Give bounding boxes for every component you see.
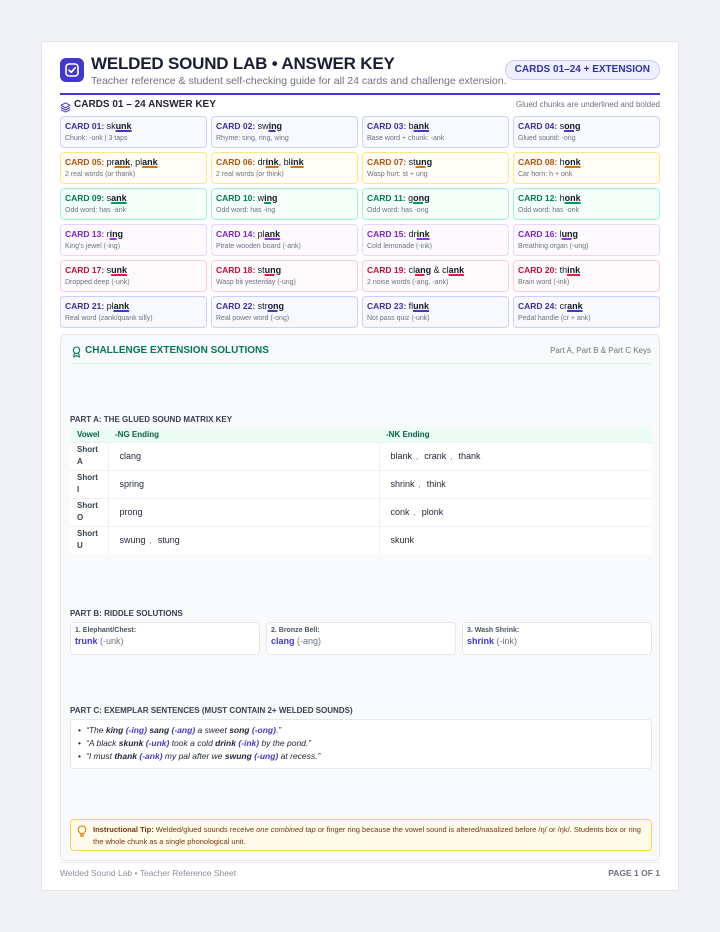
answer-card: [211, 152, 358, 184]
word-part: cl: [408, 265, 416, 275]
card-answer: [107, 193, 127, 203]
cards-grid: [60, 116, 660, 328]
card-answer: [107, 157, 158, 167]
matrix-ng-cell: [108, 526, 379, 554]
word-part: dr: [408, 229, 417, 239]
riddle-answer: [271, 636, 451, 646]
matrix-word: thank: [458, 451, 481, 461]
card-hint: Odd word: has -onk: [518, 207, 580, 214]
card-hint: 2 real words (or think): [216, 171, 284, 178]
card-label: CARD 03:: [367, 121, 409, 131]
exemplar-sentences: [70, 719, 652, 769]
card-heading: [216, 157, 353, 168]
answer-card: [513, 152, 660, 184]
answer-card: [513, 188, 660, 220]
matrix-ng-cell: [108, 442, 379, 470]
matrix-word: crank: [424, 451, 447, 461]
page-title: WELDED SOUND LAB • ANSWER KEY: [91, 54, 395, 73]
welded-word: drink: [215, 738, 236, 748]
tip-text-start: Welded/glued sounds receive: [153, 825, 257, 834]
card-heading: [367, 121, 504, 132]
word-part: sk: [106, 121, 116, 131]
lightbulb-icon: [77, 825, 87, 841]
card-answer: [258, 265, 282, 275]
card-label: CARD 01:: [65, 121, 107, 131]
word-part: fl: [408, 301, 414, 311]
card-heading: [216, 229, 353, 240]
tip-text-end: or finger ring because the vowel sound is altered/nasalized before /ŋ/ or /ŋk/. Students box or ring the whole chunk as a single phonological unit.: [93, 825, 641, 846]
card-label: CARD 14:: [216, 229, 258, 239]
card-answer: [560, 121, 581, 131]
card-hint: Real power word (-ong): [216, 315, 290, 322]
glued-chunk: onk: [564, 157, 581, 167]
matrix-vowel-cell: Short A: [70, 442, 108, 470]
word-part: st: [408, 157, 416, 167]
card-answer: [560, 193, 581, 203]
matrix-word: conk: [390, 507, 410, 517]
sentence-text: took a cold: [169, 738, 216, 748]
card-label: CARD 16:: [518, 229, 560, 239]
card-answer: [409, 265, 465, 275]
card-heading: [518, 265, 655, 276]
glued-chunk: unk: [111, 265, 128, 275]
card-heading: [216, 265, 353, 276]
answer-card: [362, 116, 509, 148]
card-label: CARD 17:: [65, 265, 107, 275]
card-heading: [518, 301, 655, 312]
cards-section-title: CARDS 01 – 24 ANSWER KEY: [74, 99, 216, 110]
extension-title: CHALLENGE EXTENSION SOLUTIONS: [85, 345, 269, 356]
word-part: pl: [106, 301, 114, 311]
card-label: CARD 21:: [65, 301, 107, 311]
card-label: CARD 05:: [65, 157, 107, 167]
word-part: pl: [257, 229, 265, 239]
glued-chunk: ank: [264, 229, 281, 239]
glued-chunk: ung: [561, 229, 579, 239]
sentence-text: “A black: [86, 738, 119, 748]
card-answer: [258, 157, 304, 167]
matrix-word: blank: [390, 451, 413, 461]
card-answer: [409, 229, 430, 239]
matrix-vowel-cell: Short O: [70, 498, 108, 526]
extension-note: Part A, Part B & Part C Keys: [550, 346, 651, 355]
answer-card: [211, 188, 358, 220]
glued-chunk: ong: [413, 193, 430, 203]
card-answer: [560, 157, 581, 167]
glued-chunk: ing: [109, 229, 124, 239]
glued-chunk: ink: [416, 229, 430, 239]
card-answer: [107, 301, 130, 311]
matrix-header-ng: -NG Ending: [108, 428, 379, 442]
card-label: CARD 23:: [367, 301, 409, 311]
matrix-row: [70, 470, 652, 498]
answer-card: [362, 296, 509, 328]
range-badge: CARDS 01–24 + EXTENSION: [505, 60, 660, 80]
cards-section-header: [60, 99, 660, 113]
card-hint: Pedal handle (cr + ank): [518, 315, 591, 322]
answer-card: [513, 116, 660, 148]
word-part: & cl: [431, 265, 449, 275]
card-answer: [258, 121, 283, 131]
word-part: l: [559, 229, 562, 239]
checkbox-icon: [60, 58, 84, 82]
card-hint: Wasp bit yesterday (-ung): [216, 279, 296, 286]
card-hint: Dropped deep (-unk): [65, 279, 130, 286]
card-hint: Wasp hurt: st + ung: [367, 171, 428, 178]
card-hint: Cold lemonade (-ink): [367, 243, 432, 250]
glued-chunk: ink: [567, 265, 581, 275]
answer-card: [513, 296, 660, 328]
matrix-nk-cell: [379, 470, 652, 498]
riddle-answer: [75, 636, 255, 646]
welded-chunk: (-ung): [254, 751, 279, 761]
card-answer: [258, 193, 278, 203]
glued-chunk: ank: [114, 157, 131, 167]
tip-label: Instructional Tip:: [93, 825, 154, 834]
welded-word: swung: [224, 751, 252, 761]
exemplar-sentence: [78, 750, 644, 763]
card-label: CARD 18:: [216, 265, 258, 275]
sentence-text: at recess.”: [278, 751, 321, 761]
word-part: dr: [257, 157, 266, 167]
footer-label: Welded Sound Lab • Teacher Reference Sheet: [60, 868, 237, 878]
riddle-answer-word: trunk: [75, 636, 98, 646]
glued-chunk: ink: [290, 157, 304, 167]
card-heading: [216, 193, 353, 204]
word-part: pr: [106, 157, 115, 167]
card-heading: [65, 121, 202, 132]
word-separator: ,: [413, 508, 416, 517]
card-label: CARD 10:: [216, 193, 258, 203]
card-label: CARD 24:: [518, 301, 560, 311]
card-answer: [408, 193, 430, 203]
glued-chunk: ank: [567, 301, 583, 311]
card-answer: [107, 265, 128, 275]
word-part: r: [106, 229, 110, 239]
extension-divider: [71, 363, 651, 364]
part-b-label: PART B: RIDDLE SOLUTIONS: [70, 609, 183, 618]
matrix-vowel-cell: Short U: [70, 526, 108, 554]
riddle-card: [70, 622, 260, 655]
riddle-answer-chunk: (-ang): [294, 636, 322, 646]
glued-chunk: ank: [111, 193, 127, 203]
welded-chunk: (-ank): [139, 751, 163, 761]
card-label: CARD 06:: [216, 157, 258, 167]
card-heading: [65, 157, 202, 168]
matrix-row: [70, 442, 652, 470]
answer-card: [211, 296, 358, 328]
card-label: CARD 13:: [65, 229, 107, 239]
sentence-text: my pal after we: [162, 751, 225, 761]
card-hint: Odd word: has -ong: [367, 207, 429, 214]
glued-chunk: ank: [448, 265, 465, 275]
card-answer: [258, 301, 285, 311]
glued-chunk: ung: [415, 157, 433, 167]
card-hint: Odd word: has -ank: [65, 207, 127, 214]
award-icon: [71, 345, 82, 363]
riddle-question: 3. Wash Shrink:: [467, 627, 520, 634]
matrix-header-row: [70, 428, 652, 442]
glued-chunk: ank: [413, 121, 430, 131]
welded-chunk: (-ink): [238, 738, 260, 748]
card-heading: [216, 301, 353, 312]
card-label: CARD 11:: [367, 193, 409, 203]
answer-card: [362, 260, 509, 292]
card-heading: [518, 193, 655, 204]
word-part: b: [408, 121, 414, 131]
matrix-nk-cell: [379, 526, 652, 554]
card-hint: Glued sound: -ong: [518, 135, 576, 142]
card-hint: Base word + chunk: -ank: [367, 135, 445, 142]
welded-chunk: (-ong): [251, 725, 276, 735]
page-number: PAGE 1 OF 1: [608, 868, 660, 878]
matrix-word: prong: [119, 507, 143, 517]
matrix-header-nk: -NK Ending: [379, 428, 652, 442]
card-hint: Not pass quiz (-unk): [367, 315, 430, 322]
answer-card: [211, 116, 358, 148]
word-part: str: [257, 301, 268, 311]
matrix-ng-cell: [108, 498, 379, 526]
card-hint: 2 noise words (-ang, -ank): [367, 279, 449, 286]
glued-chunk: ung: [264, 265, 282, 275]
word-part: h: [559, 193, 565, 203]
word-part: s: [106, 265, 112, 275]
glued-chunk: ink: [265, 157, 279, 167]
card-hint: Brain word (-ink): [518, 279, 570, 286]
extension-header: [71, 345, 651, 363]
card-answer: [560, 229, 579, 239]
card-heading: [518, 229, 655, 240]
card-hint: Odd word: has -ing: [216, 207, 276, 214]
card-label: CARD 08:: [518, 157, 560, 167]
word-separator: ,: [450, 452, 453, 461]
word-part: th: [559, 265, 568, 275]
card-answer: [107, 121, 132, 131]
answer-card: [60, 224, 207, 256]
matrix-word: stung: [157, 535, 180, 546]
sentence-text: “The: [86, 725, 106, 735]
card-heading: [216, 121, 353, 132]
answer-card: [60, 296, 207, 328]
welded-word: king: [105, 725, 124, 735]
answer-key-page: [42, 42, 678, 890]
header-divider: [60, 93, 660, 95]
matrix-row: [70, 526, 652, 554]
card-hint: Breathing organ (-ung): [518, 243, 589, 250]
exemplar-sentence: [78, 724, 644, 737]
card-heading: [518, 121, 655, 132]
glued-chunk: ang: [415, 265, 432, 275]
glued-chunk: ank: [142, 157, 158, 167]
word-part: st: [257, 265, 265, 275]
word-part: w: [257, 193, 265, 203]
matrix-ng-cell: [108, 470, 379, 498]
card-label: CARD 22:: [216, 301, 258, 311]
matrix-word: skunk: [390, 535, 415, 546]
card-hint: Rhyme: sing, ring, wing: [216, 135, 289, 142]
card-heading: [367, 301, 504, 312]
word-part: h: [559, 157, 565, 167]
card-answer: [409, 157, 433, 167]
bullet-point: •: [78, 751, 81, 761]
welded-word: song: [229, 725, 250, 735]
riddle-card: [266, 622, 456, 655]
welded-word: sang: [149, 725, 170, 735]
matrix-header-vowel: Vowel: [70, 428, 108, 442]
sentence-text: .”: [275, 725, 282, 735]
card-hint: Real word (zank/quank silly): [65, 315, 153, 322]
exemplar-sentence: [78, 737, 644, 750]
word-part: s: [559, 121, 565, 131]
matrix-row: [70, 498, 652, 526]
answer-card: [60, 260, 207, 292]
card-hint: King's jewel (-ing): [65, 243, 121, 250]
matrix-body: [70, 442, 652, 554]
card-hint: Chunk: -unk | 3 taps: [65, 135, 128, 142]
card-heading: [367, 157, 504, 168]
card-answer: [409, 301, 430, 311]
word-separator: ,: [418, 480, 421, 489]
matrix-word: spring: [119, 479, 145, 489]
glued-chunk: ong: [564, 121, 581, 131]
card-label: CARD 09:: [65, 193, 107, 203]
riddle-question: 1. Elephant/Chest:: [75, 627, 137, 634]
word-part: , bl: [278, 157, 291, 167]
word-part: , pl: [130, 157, 143, 167]
glued-chunk: ong: [267, 301, 285, 311]
card-heading: [65, 229, 202, 240]
sentence-text: a sweet: [195, 725, 230, 735]
answer-card: [362, 152, 509, 184]
word-part: g: [408, 193, 414, 203]
card-label: CARD 02:: [216, 121, 258, 131]
card-hint: 2 real words (or thank): [65, 171, 136, 178]
sentence-text: “I must: [86, 751, 115, 761]
word-part: cr: [559, 301, 568, 311]
cards-section-note: Glued chunks are underlined and bolded: [515, 100, 660, 109]
challenge-extension-panel: [60, 334, 660, 861]
bullet-point: •: [78, 738, 81, 748]
matrix-word: think: [426, 479, 446, 489]
glued-chunk: onk: [564, 193, 581, 203]
glued-chunk: unk: [413, 301, 430, 311]
card-label: CARD 07:: [367, 157, 409, 167]
card-hint: Car horn: h + onk: [518, 171, 573, 178]
answer-card: [362, 224, 509, 256]
answer-card: [362, 188, 509, 220]
matrix-nk-cell: [379, 498, 652, 526]
word-part: s: [106, 193, 112, 203]
welded-word: skunk: [118, 738, 144, 748]
tip-emphasis: one combined tap: [256, 825, 316, 834]
card-hint: Pirate wooden board (-ank): [216, 243, 301, 250]
card-answer: [560, 265, 581, 275]
riddle-answer-word: clang: [271, 636, 295, 646]
welded-chunk: (-unk): [145, 738, 170, 748]
card-label: CARD 12:: [518, 193, 560, 203]
glued-chunk: ing: [264, 193, 278, 203]
card-label: CARD 15:: [367, 229, 409, 239]
word-separator: ,: [416, 452, 419, 461]
answer-card: [60, 152, 207, 184]
word-separator: ,: [149, 536, 152, 546]
riddle-solutions: [70, 622, 652, 655]
bullet-point: •: [78, 725, 81, 735]
card-answer: [409, 121, 430, 131]
matrix-word: shrink: [390, 479, 415, 489]
matrix-word: plonk: [421, 507, 444, 517]
card-label: CARD 20:: [518, 265, 560, 275]
card-heading: [65, 265, 202, 276]
sentence-text: by the pond.”: [259, 738, 312, 748]
card-answer: [560, 301, 583, 311]
card-heading: [367, 265, 504, 276]
card-heading: [367, 193, 504, 204]
answer-card: [211, 260, 358, 292]
welded-chunk: (-ing): [125, 725, 147, 735]
matrix-word: swung: [119, 535, 146, 546]
answer-card: [211, 224, 358, 256]
riddle-answer-chunk: (-unk): [97, 636, 124, 646]
matrix-vowel-cell: Short I: [70, 470, 108, 498]
page-header: [60, 56, 660, 94]
welded-word: thank: [114, 751, 138, 761]
card-label: CARD 04:: [518, 121, 560, 131]
answer-card: [60, 116, 207, 148]
part-c-label: PART C: EXEMPLAR SENTENCES (MUST CONTAIN 2+ WELDED SOUNDS): [70, 706, 353, 715]
part-a-label: PART A: THE GLUED SOUND MATRIX KEY: [70, 415, 233, 424]
card-answer: [258, 229, 281, 239]
card-heading: [367, 229, 504, 240]
glued-chunk: unk: [115, 121, 132, 131]
card-heading: [65, 193, 202, 204]
matrix-nk-cell: [379, 442, 652, 470]
page-subtitle: Teacher reference & student self-checking guide for all 24 cards and challenge extension.: [91, 75, 507, 87]
answer-card: [513, 260, 660, 292]
answer-card: [60, 188, 207, 220]
riddle-answer: [467, 636, 647, 646]
riddle-card: [462, 622, 652, 655]
card-heading: [65, 301, 202, 312]
glued-chunk: ank: [113, 301, 130, 311]
card-heading: [518, 157, 655, 168]
instructional-tip: [70, 819, 652, 851]
answer-card: [513, 224, 660, 256]
riddle-answer-chunk: (-ink): [494, 636, 518, 646]
welded-chunk: (-ang): [171, 725, 196, 735]
riddle-answer-word: shrink: [467, 636, 495, 646]
card-answer: [107, 229, 124, 239]
matrix-word: clang: [119, 451, 142, 461]
footer-divider: [60, 862, 660, 863]
glued-chunk: ing: [268, 121, 283, 131]
word-part: sw: [257, 121, 269, 131]
riddle-question: 2. Bronze Bell:: [271, 627, 320, 634]
card-label: CARD 19:: [367, 265, 409, 275]
glued-sound-matrix: [70, 428, 652, 554]
